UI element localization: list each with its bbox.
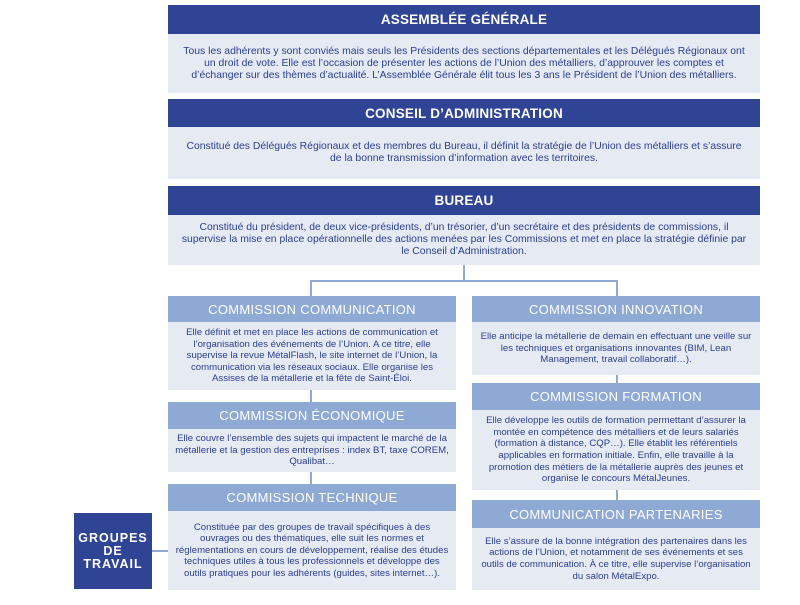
commission-innovation-description: Elle anticipe la métallerie de demain en effectuant une veille sur les techniques et organisations innovantes (BIM, Lean Management, travail collaboratif…). bbox=[472, 322, 760, 375]
connector-left-drop bbox=[310, 280, 312, 296]
bureau-header: BUREAU bbox=[168, 186, 760, 215]
commission-technique-header: COMMISSION TECHNIQUE bbox=[168, 484, 456, 511]
connector-right-drop bbox=[616, 280, 618, 296]
conseil-description: Constitué des Délégués Régionaux et des membres du Bureau, il définit la stratégie de l’Union des métalliers et s’assure de la bonne transmission d’information avec les territoires. bbox=[168, 127, 760, 179]
communication-partenaires-header: COMMUNICATION PARTENARIES bbox=[472, 500, 760, 528]
connector-right-1 bbox=[616, 375, 618, 383]
connector-horizontal bbox=[310, 280, 617, 282]
connector-trunk bbox=[463, 265, 465, 281]
commission-communication-header: COMMISSION COMMUNICATION bbox=[168, 296, 456, 322]
commission-innovation-header: COMMISSION INNOVATION bbox=[472, 296, 760, 322]
commission-communication-description: Elle définit et met en place les actions de communication et l’organisation des événements de l’Union. A ce titre, elle supervise la revue MétalFlash, le site internet de l’Union, la communication via les réseaux sociaux. Elle organise les Assises de la métallerie et la fête de Saint-Éloi. bbox=[168, 322, 456, 390]
connector-left-2 bbox=[310, 472, 312, 484]
groupes-de-travail-box bbox=[74, 513, 152, 589]
commission-technique-description: Constituée par des groupes de travail spécifiques à des ouvrages ou des thématiques, elle suit les normes et réglementations en cours de développement, réalise des études techniques utiles à tous les professionnels et développe des outils pratiques pour les adhérents (guides, sites internet…). bbox=[168, 511, 456, 590]
commission-economique-description: Elle couvre l’ensemble des sujets qui impactent le marché de la métallerie et la gestion des entreprises : index BT, taxe COREM, Qualibat… bbox=[168, 429, 456, 472]
bureau-description: Constitué du président, de deux vice-présidents, d’un trésorier, d’un secrétaire et des présidents de commissions, il supervise la mise en place opérationnelle des actions menées par les Commissions et met en place la stratégie définie par le Conseil d’Administration. bbox=[168, 215, 760, 265]
connector-right-2 bbox=[616, 490, 618, 500]
commission-formation-header: COMMISSION FORMATION bbox=[472, 383, 760, 410]
connector-groupes bbox=[152, 550, 168, 552]
groupes-line-3: TRAVAIL bbox=[83, 556, 143, 571]
assemblee-header: ASSEMBLÉE GÉNÉRALE bbox=[168, 5, 760, 34]
communication-partenaires-description: Elle s’assure de la bonne intégration des partenaires dans les actions de l’Union, et notamment de ses événements et ses outils de communication. À ce titre, elle supervise l’organisation du salon MétalExpo. bbox=[472, 528, 760, 590]
groupes-line-2: DE bbox=[103, 543, 123, 558]
conseil-header: CONSEIL D’ADMINISTRATION bbox=[168, 99, 760, 127]
groupes-line-1: GROUPES bbox=[78, 530, 148, 545]
commission-formation-description: Elle développe les outils de formation permettant d’assurer la montée en compétence des métalliers et de leurs salariés (formation à distance, CQP…). Elle établit les référentiels applicables en formation initiale. Enfin, elle travaille à la promotion des métiers de la métallerie auprès des jeunes et organise le concours MétalJeunes. bbox=[472, 410, 760, 490]
connector-left-1 bbox=[310, 390, 312, 402]
commission-economique-header: COMMISSION ÉCONOMIQUE bbox=[168, 402, 456, 429]
assemblee-description: Tous les adhérents y sont conviés mais seuls les Présidents des sections départementales et les Délégués Régionaux ont un droit de vote. Elle est l’occasion de présenter les actions de l’Union des métalliers, d’approuver les comptes et d’échanger sur des thèmes d’actualité. L’Assemblée Générale élit tous les 3 ans le Président de l’Union des métalliers. bbox=[168, 34, 760, 93]
